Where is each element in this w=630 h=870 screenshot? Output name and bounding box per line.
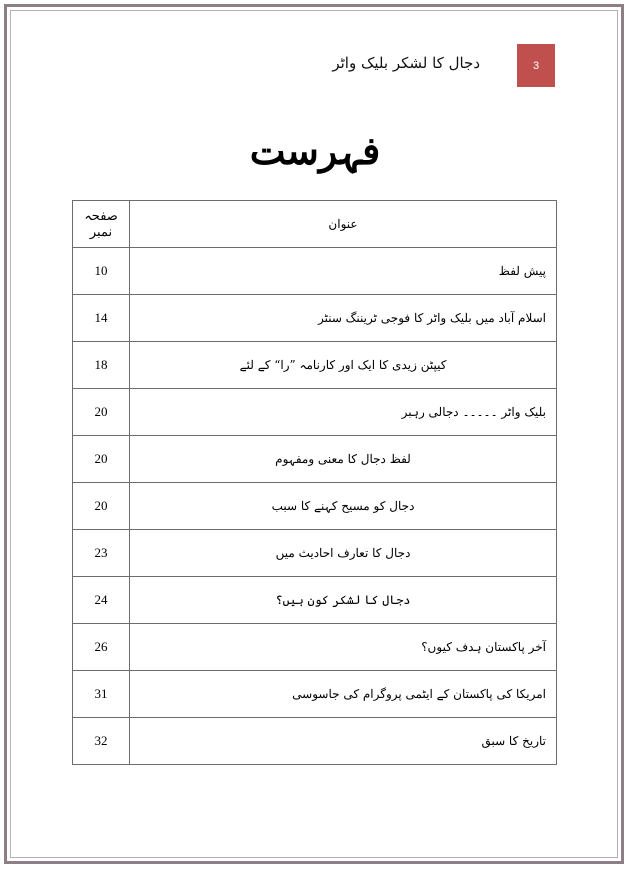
- running-header: دجال کا لشکر بلیک واٹر: [332, 54, 480, 72]
- col-header-page: صفحہ نمبر: [73, 201, 130, 248]
- row-title: بلیک واٹر ۔۔۔۔۔ دجالی رہبر: [130, 389, 557, 436]
- row-title: دجال کا لشکر کون ہیں؟: [130, 577, 557, 624]
- row-page: 32: [73, 718, 130, 765]
- row-page: 24: [73, 577, 130, 624]
- row-page: 14: [73, 295, 130, 342]
- row-page: 20: [73, 389, 130, 436]
- row-page: 31: [73, 671, 130, 718]
- row-title: دجال کا تعارف احادیث میں: [130, 530, 557, 577]
- table-row: [73, 483, 557, 530]
- page-number-badge: 3: [517, 44, 555, 87]
- table-row: [73, 671, 557, 718]
- row-page: 20: [73, 436, 130, 483]
- row-title: اسلام آباد میں بلیک واٹر کا فوجی ٹریننگ سنٹر: [130, 295, 557, 342]
- table-row: [73, 389, 557, 436]
- table-row: [73, 718, 557, 765]
- row-title: تاریخ کا سبق: [130, 718, 557, 765]
- table-row: [73, 530, 557, 577]
- table-row: [73, 248, 557, 295]
- row-title: لفظ دجال کا معنی ومفہوم: [130, 436, 557, 483]
- row-page: 18: [73, 342, 130, 389]
- table-row: [73, 624, 557, 671]
- toc-header-row: [73, 201, 557, 248]
- col-header-title: عنوان: [130, 201, 557, 248]
- row-title: پیش لفظ: [130, 248, 557, 295]
- toc-table: [72, 200, 557, 765]
- row-page: 20: [73, 483, 130, 530]
- row-page: 23: [73, 530, 130, 577]
- table-row: [73, 577, 557, 624]
- row-page: 10: [73, 248, 130, 295]
- row-page: 26: [73, 624, 130, 671]
- table-row: [73, 295, 557, 342]
- page-title: فہرست: [249, 128, 381, 173]
- row-title: آخر پاکستان ہدف کیوں؟: [130, 624, 557, 671]
- row-title: امریکا کی پاکستان کے ایٹمی پروگرام کی جاسوسی: [130, 671, 557, 718]
- row-title: کیپٹن زیدی کا ایک اور کارنامہ ”را“ کے لئے: [130, 342, 557, 389]
- row-title: دجال کو مسیح کہنے کا سبب: [130, 483, 557, 530]
- table-row: [73, 342, 557, 389]
- table-row: [73, 436, 557, 483]
